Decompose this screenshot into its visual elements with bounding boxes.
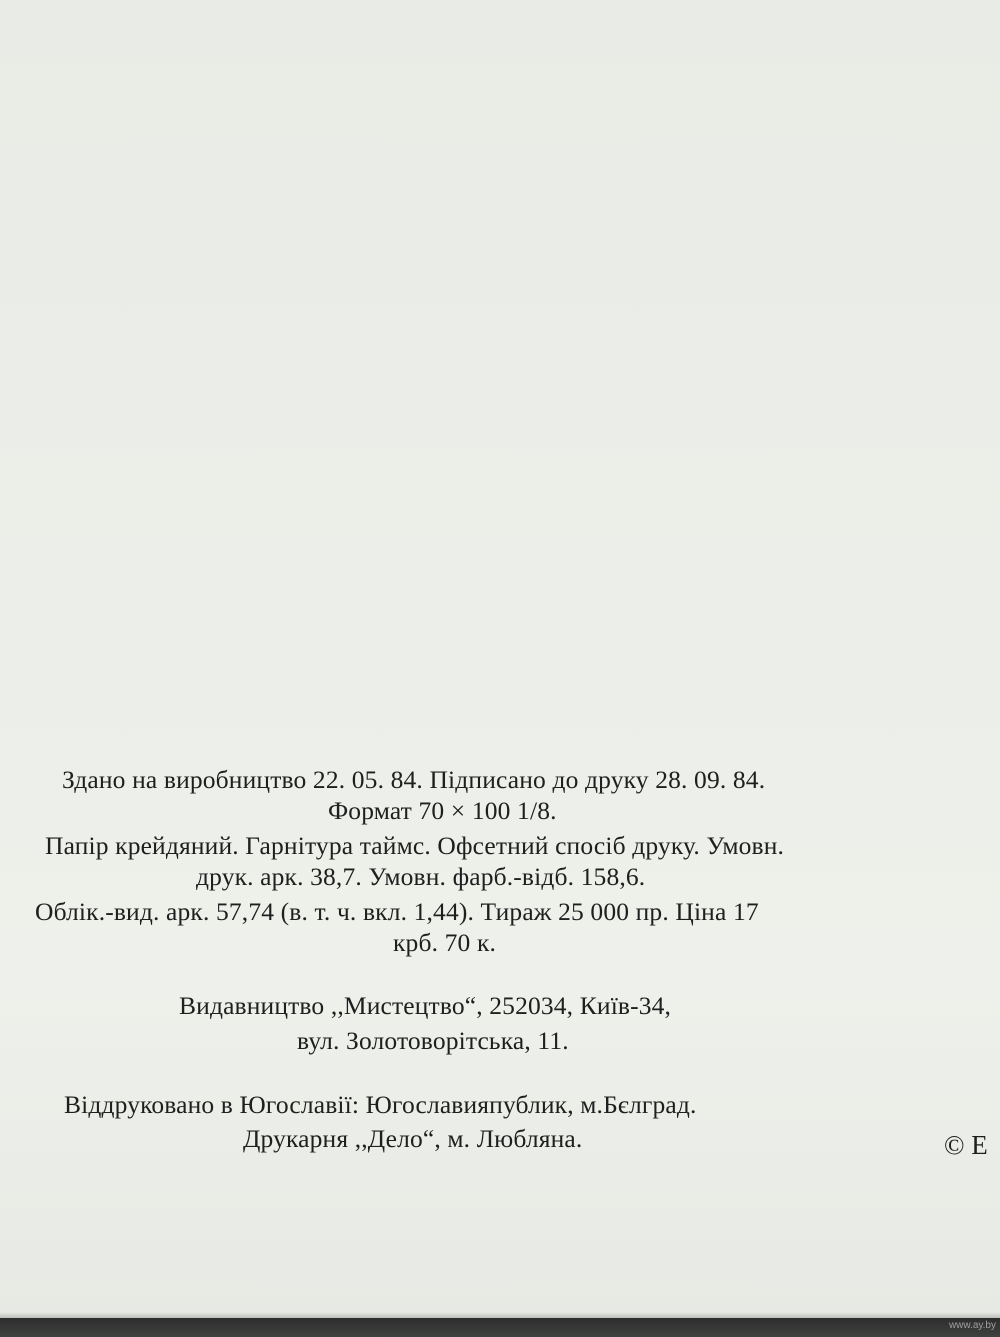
production-dates-line: Здано на виробництво 22. 05. 84. Підписано до друку 28. 09. 84.	[62, 765, 766, 794]
printed-in-line: Віддруковано в Югославії: Югославияпублик, м.Бєлград.	[64, 1090, 697, 1119]
print-sheets-line: друк. арк. 38,7. Умовн. фарб.-відб. 158,6.	[196, 862, 646, 891]
price-continuation-line: крб. 70 к.	[393, 928, 497, 957]
print-run-price-line: Облік.-вид. арк. 57,74 (в. т. ч. вкл. 1,44). Тираж 25 000 пр. Ціна 17	[35, 897, 759, 926]
format-line: Формат 70 × 100 1/8.	[328, 796, 557, 825]
copyright-mark: © Е	[944, 1130, 988, 1160]
table-surface	[0, 1318, 1000, 1337]
paper-type-line: Папір крейдяний. Гарнітура таймс. Офсетний спосіб друку. Умовн.	[45, 831, 785, 860]
site-watermark: www.ay.by	[948, 1320, 996, 1331]
publisher-address-line: вул. Золотоворітська, 11.	[297, 1026, 569, 1055]
printery-line: Друкарня ,,Дело“, м. Любляна.	[243, 1124, 583, 1153]
publisher-line: Видавництво ,,Мистецтво“, 252034, Київ-34,	[179, 991, 672, 1020]
